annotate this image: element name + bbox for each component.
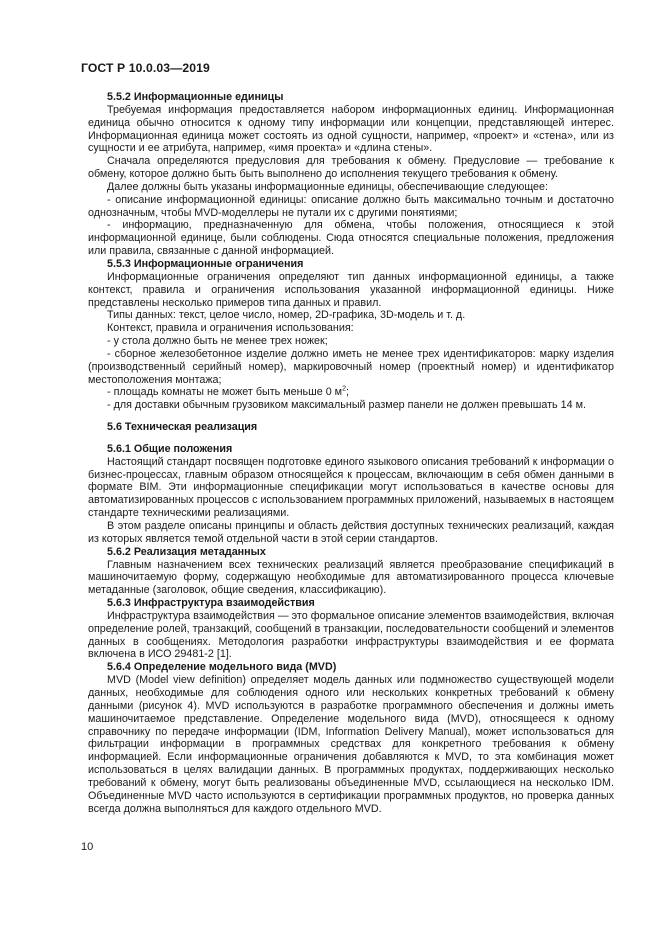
section-title-5-5-2: 5.5.2 Информационные единицы: [107, 91, 284, 103]
paragraph: Главным назначением всех технических реализаций является преобразование спецификаций в машиночитаемую форму, содержащую необходимые для автоматизированного процесса ключевые метаданные (заголовок, общие сведения, классификацию).: [88, 558, 614, 597]
section-title-5-6-4: 5.6.4 Определение модельного вида (MVD): [107, 661, 337, 674]
section-title-5-6-2: 5.6.2 Реализация метаданных: [107, 545, 266, 558]
paragraph: Требуемая информация предоставляется набором информационных единиц. Информационная единица обычно относится к одному типу информации или концепции, представляющей интерес. Информационная единица может состоять из одной сущности, например, «проект» и «стена», или из сущности и ее атрибута, например, «имя проекта» и «длина стены».: [88, 103, 614, 155]
section-title-5-6-1: 5.6.1 Общие положения: [107, 442, 233, 455]
paragraph: MVD (Model view definition) определяет модель данных или подмножество существующей модели данных, необходимые для соблюдения одного или нескольких конкретных требований к обмену данными (рисунок 4). MVD используются в разработке программного обеспечения и должны иметь машиночитаемое представление. Определение модельного вида (MVD), относящееся к одному справочнику по передаче информации (IDM, Information Delivery Manual), может использоваться для фильтрации информации в программных средствах для конкретного требования к обмену информацией. Если информационные ограничения добавляются к MVD, то эта комбинация может использоваться в целях валидации данных. В программных продуктах, поддерживающих несколько требований к обмену, могут быть реализованы объединенные MVD, ссылающиеся на несколько IDM. Объединенные MVD часто используются в сертификации программных продуктов, но проверка данных всегда должна выполняться для каждого отдельного MVD.: [88, 674, 614, 815]
paragraph: В этом разделе описаны принципы и область действия доступных технических реализаций, каждая из которых является темой отдельной части в этой серии стандартов.: [88, 520, 614, 545]
list-item: [88, 386, 614, 399]
section-title-5-5-3: 5.5.3 Информационные ограничения: [107, 257, 304, 270]
document-header: ГОСТ Р 10.0.03—2019: [81, 61, 210, 75]
list-item-text: - площадь комнаты не может быть меньше 0 м: [107, 386, 343, 399]
section-title-5-6: 5.6 Техническая реализация: [107, 421, 258, 434]
paragraph: Типы данных: текст, целое число, номер, 2D-графика, 3D-модель и т. д.: [107, 309, 466, 322]
list-item-end: ;: [345, 386, 349, 399]
paragraph: Настоящий стандарт посвящен подготовке единого языкового описания требований к информации о бизнес-процессах, главным образом относящейся к процессам, включающим в себя обмен данными в формате BIM. Эти информационные спецификации могут использоваться в качестве основы для автоматизированных процессов с использованием программных приложений, называемых в настоящем стандарте техническими реализациями.: [88, 455, 614, 520]
page-number: 10: [81, 841, 94, 853]
paragraph: Контекст, правила и ограничения использования:: [107, 322, 354, 335]
list-item: - для доставки обычным грузовиком максимальный размер панели не должен превышать 14 м.: [107, 399, 586, 412]
paragraph: Информационные ограничения определяют тип данных информационной единицы, а также контекст, правила и ограничения использования указанной информационной единицы. Ниже представлены несколько примеров типа данных и правил.: [88, 270, 614, 309]
list-item: - сборное железобетонное изделие должно иметь не менее трех идентификаторов: марку изделия (производственный серийный номер), маркировочный номер (проектный номер) и идентификатор местоположения монтажа;: [88, 347, 614, 386]
list-item: - у стола должно быть не менее трех ножек;: [107, 335, 328, 348]
paragraph: Далее должны быть указаны информационные единицы, обеспечивающие следующее:: [107, 180, 548, 193]
paragraph: Сначала определяются предусловия для требования к обмену. Предусловие — требование к обмену, которое должно быть быть выполнено до исполнения текущего требования к обмену.: [88, 155, 614, 181]
paragraph: Инфраструктура взаимодействия — это формальное описание элементов взаимодействия, включая определение ролей, транзакций, сообщений в транзакции, последовательности сообщений и элементов данных в сообщениях. Методология разработки инфраструктуры взаимодействия и ее формата включена в ИСО 29481-2 [1].: [88, 609, 614, 661]
superscript: 2: [342, 385, 346, 393]
document-body: [88, 91, 614, 815]
section-title-5-6-3: 5.6.3 Инфраструктура взаимодействия: [107, 597, 315, 610]
list-item: - информацию, предназначенную для обмена, чтобы положения, относящиеся к этой информационной единице, были соблюдены. Сюда относятся специальные положения, предложения или правила, связанные с данной информацией.: [88, 219, 614, 258]
list-item: - описание информационной единицы: описание должно быть максимально точным и достаточно однозначным, чтобы MVD-моделлеры не путали их с другими понятиями;: [88, 193, 614, 219]
